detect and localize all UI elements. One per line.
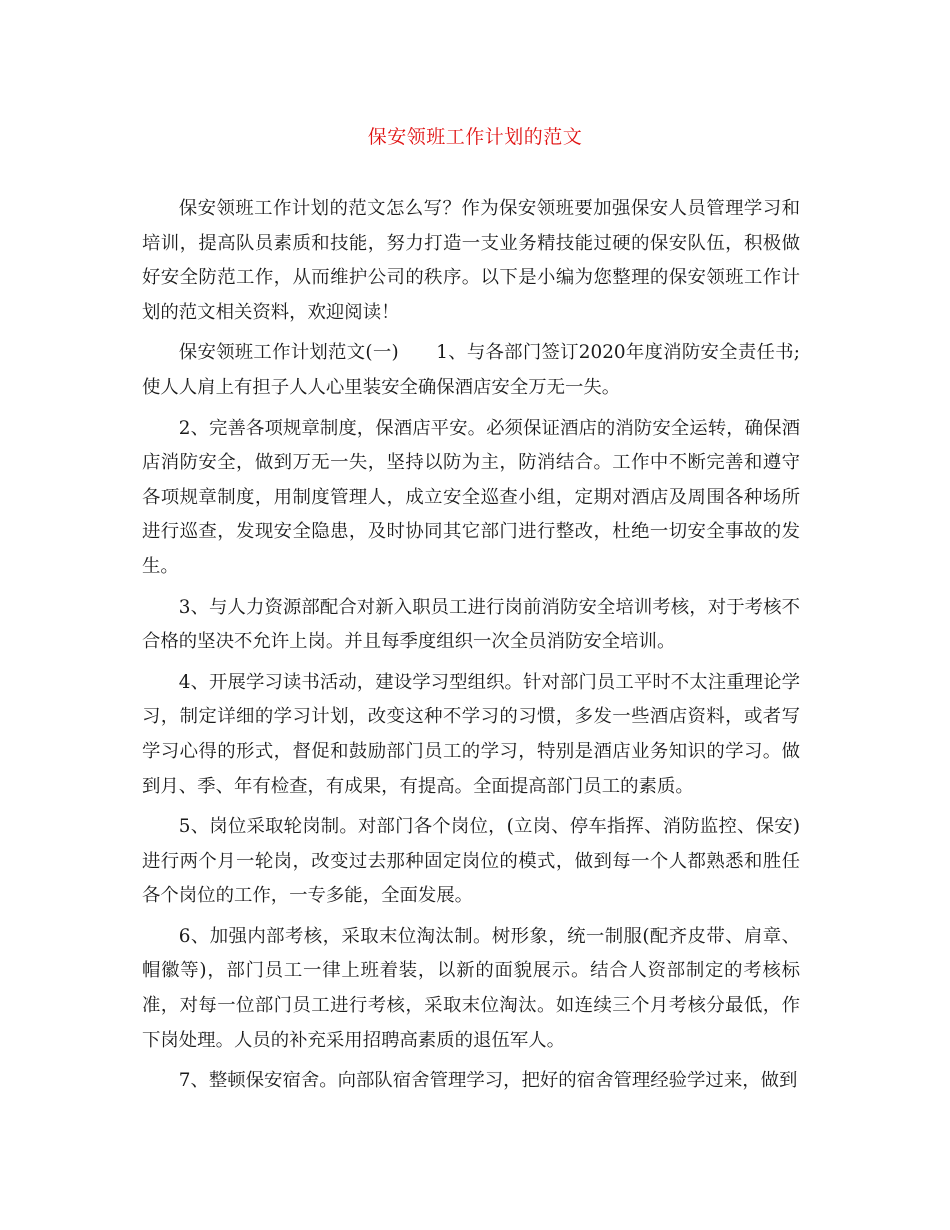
paragraph-item-6: 6、加强内部考核，采取末位淘汰制。树形象，统一制服(配齐皮带、肩章、帽徽等)，部门员工一律上班着装，以新的面貌展示。结合人资部制定的考核标准，对每一位部门员工进行考核，采取末位淘汰。如连续三个月考核分最低，作下岗处理。人员的补充采用招聘高素质的退伍军人。	[142, 925, 800, 1051]
paragraph-item-3: 3、与人力资源部配合对新入职员工进行岗前消防安全培训考核，对于考核不合格的坚决不允许上岗。并且每季度组织一次全员消防安全培训。	[142, 596, 800, 653]
document-body	[142, 192, 800, 1105]
paragraph-item-7: 7、整顿保安宿舍。向部队宿舍管理学习，把好的宿舍管理经验学过来，做到	[178, 1070, 798, 1092]
paragraph-item-4: 4、开展学习读书活动，建设学习型组织。针对部门员工平时不太注重理论学习，制定详细的学习计划，改变这种不学习的习惯，多发一些酒店资料，或者写学习心得的形式，督促和鼓励部门员工的学习，特别是酒店业务知识的学习。做到月、季、年有检查，有成果，有提高。全面提高部门员工的素质。	[142, 671, 800, 797]
paragraph-intro: 保安领班工作计划的范文怎么写？作为保安领班要加强保安人员管理学习和培训，提高队员素质和技能，努力打造一支业务精技能过硬的保安队伍，积极做好安全防范工作，从而维护公司的秩序。以下是小编为您整理的保安领班工作计划的范文相关资料，欢迎阅读！	[142, 198, 800, 323]
paragraph-item-5: 5、岗位采取轮岗制。对部门各个岗位，(立岗、停车指挥、消防监控、保安)进行两个月一轮岗，改变过去那种固定岗位的模式，做到每一个人都熟悉和胜任各个岗位的工作，一专多能，全面发展。	[142, 816, 800, 907]
paragraph-item-2: 2、完善各项规章制度，保酒店平安。必须保证酒店的消防安全运转，确保酒店消防安全，做到万无一失，坚持以防为主，防消结合。工作中不断完善和遵守各项规章制度，用制度管理人，成立安全巡查小组，定期对酒店及周围各种场所进行巡查，发现安全隐患，及时协同其它部门进行整改，杜绝一切安全事故的发生。	[142, 417, 800, 577]
paragraph-item-1: 保安领班工作计划范文(一) 1、与各部门签订2020年度消防安全责任书;使人人肩上有担子人人心里装安全确保酒店安全万无一失。	[142, 342, 800, 398]
document-title: 保安领班工作计划的范文	[367, 126, 583, 148]
